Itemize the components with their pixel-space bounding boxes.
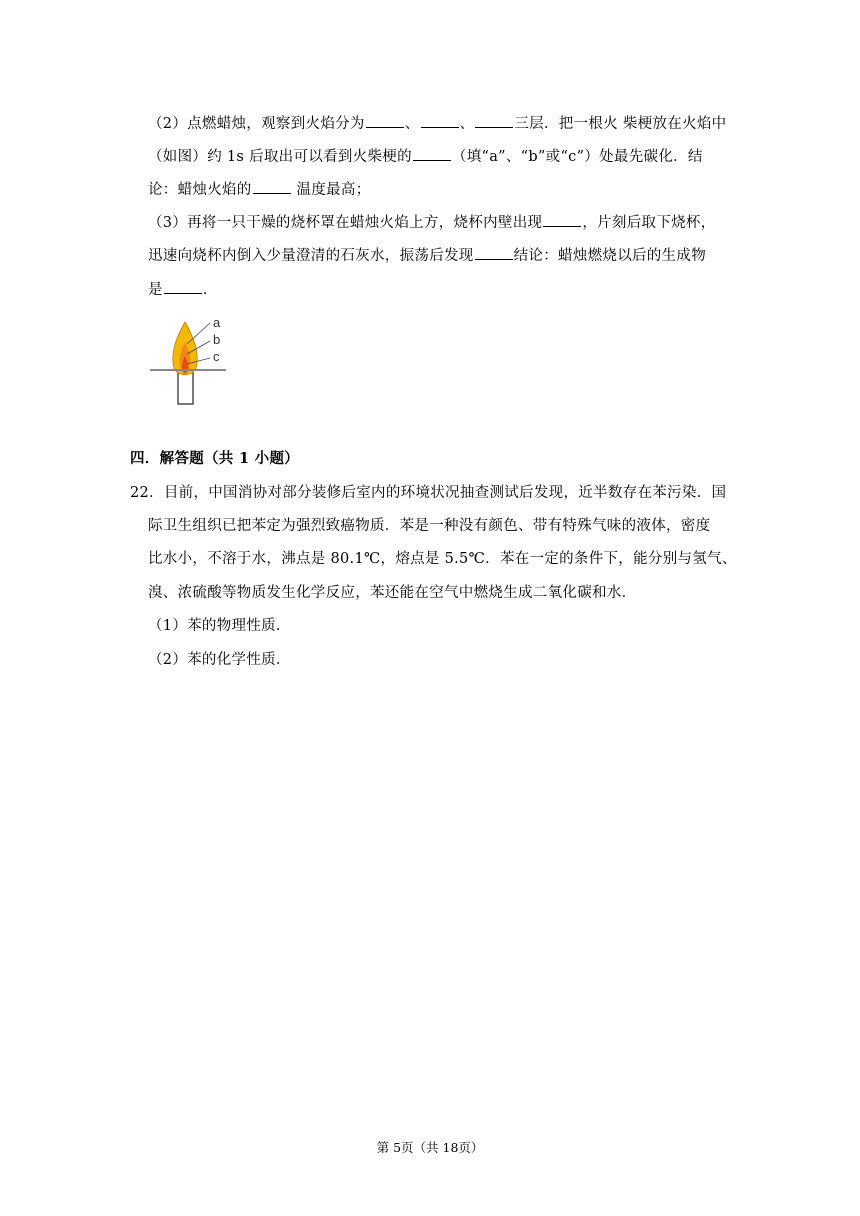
label-a: a [213,315,221,330]
answer-blank[interactable] [421,113,459,128]
answer-blank[interactable] [253,179,291,194]
q22-sub1: （1）苯的物理性质． [148,618,291,634]
text-segment: 是 [148,282,163,298]
text-segment: 三层．把一根火 柴梗放在火焰中 [514,116,727,132]
q22-line2: 际卫生组织已把苯定为强烈致癌物质．苯是一种没有颜色、带有特殊气味的液体，密度 [148,518,711,534]
q21-part2-line3 [148,179,371,200]
label-b: b [213,332,221,347]
answer-blank[interactable] [366,113,404,128]
q22-line3: 比水小，不溶于水，沸点是 80.1℃，熔点是 5.5℃．苯在一定的条件下，能分别与氢气、 [148,551,737,567]
text-segment: ． [202,282,218,298]
text-segment: （2）点燃蜡烛，观察到火焰分为 [148,116,365,132]
answer-blank[interactable] [475,113,513,128]
text-segment: （如图）约 1s 后取出可以看到火柴梗的 [148,149,412,165]
q22-line1: 22．目前，中国消协对部分装修后室内的环境状况抽查测试后发现，近半数存在苯污染．国 [130,485,727,501]
text-segment: ，片刻后取下烧杯， [582,215,716,231]
q22-sub2: （2）苯的化学性质． [148,652,291,668]
text-segment: （填“a”、“b”或“c”）处最先碳化．结 [451,149,703,165]
q21-part2-line2 [148,146,703,167]
text-segment: 论：蜡烛火焰的 [148,182,252,198]
answer-blank[interactable] [475,245,513,260]
answer-blank[interactable] [543,212,581,227]
section-heading: 四．解答题（共 1 小题） [130,450,300,467]
q21-part2-line1 [148,113,726,134]
text-segment: 、 [459,116,475,132]
text-segment: （3）再将一只干燥的烧杯罩在蜡烛火焰上方，烧杯内壁出现 [148,215,543,231]
q21-part3-line3 [148,279,218,300]
label-c: c [213,349,220,364]
q21-part3-line1 [148,212,716,233]
q21-part3-line2 [148,245,706,266]
answer-blank[interactable] [164,279,202,294]
page-footer: 第 5页（共 18页） [376,1140,484,1155]
text-segment: 温度最高； [291,182,371,198]
q22-line4: 溴、浓硫酸等物质发生化学反应，苯还能在空气中燃烧生成二氧化碳和水． [148,585,637,601]
text-segment: 结论：蜡烛燃烧以后的生成物 [513,248,707,264]
answer-blank[interactable] [413,146,451,161]
candle-body [178,372,193,404]
text-segment: 迅速向烧杯内倒入少量澄清的石灰水，振荡后发现 [148,248,474,264]
text-segment: 、 [404,116,420,132]
candle-flame-figure [140,310,240,405]
